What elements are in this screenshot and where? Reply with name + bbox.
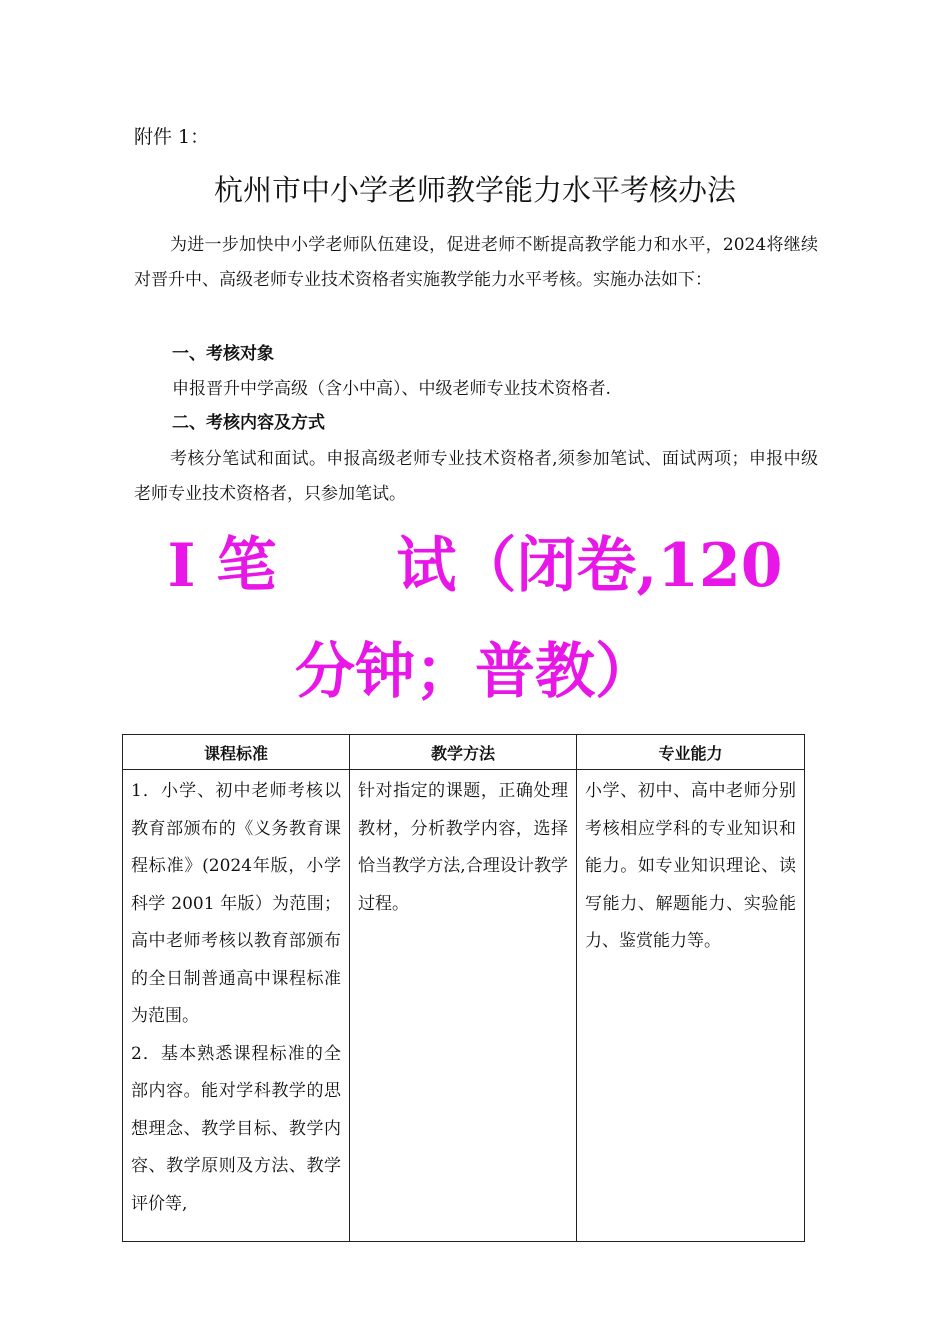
- table-header-method: 教学方法: [350, 735, 577, 770]
- curriculum-item-2: 2．基本熟悉课程标准的全部内容。能对学科教学的思想理念、教学目标、教学内容、教学原则及方法、教学评价等,: [131, 1043, 341, 1214]
- table-header-ability: 专业能力: [577, 735, 805, 770]
- section2-heading: 二、考核内容及方式: [172, 413, 325, 433]
- table-cell-method: 针对指定的课题，正确处理教材，分析教学内容，选择恰当教学方法,合理设计教学过程。: [350, 770, 577, 1242]
- page-title: 杭州市中小学老师教学能力水平考核办法: [213, 173, 736, 207]
- attachment-label: 附件 1：: [134, 126, 210, 148]
- written-exam-heading-line1: I 笔 试（闭卷,120: [167, 531, 783, 601]
- table-header-row: [123, 735, 805, 770]
- table-row: [123, 770, 805, 1242]
- table-header-curriculum: 课程标准: [123, 735, 350, 770]
- section2-text: 考核分笔试和面试。申报高级老师专业技术资格者,须参加笔试、面试两项；申报中级老师专业技术资格者，只参加笔试。: [134, 449, 818, 504]
- table-cell-curriculum: [123, 770, 350, 1242]
- table-cell-ability: 小学、初中、高中老师分别考核相应学科的专业知识和能力。如专业知识理论、读写能力、解题能力、实验能力、鉴赏能力等。: [577, 770, 805, 1242]
- section1-heading: 一、考核对象: [172, 344, 274, 364]
- intro-paragraph: 为进一步加快中小学老师队伍建设，促进老师不断提高教学能力和水平，2024将继续对晋升中、高级老师专业技术资格者实施教学能力水平考核。实施办法如下：: [134, 235, 818, 290]
- curriculum-item-1: 1．小学、初中老师考核以教育部颁布的《义务教育课程标准》(2024年版，小学科学 2001 年版）为范围；高中老师考核以教育部颁布的全日制普通高中课程标准为范围。: [131, 781, 341, 1026]
- section1-text: 申报晋升中学高级（含小中高）、中级老师专业技术资格者.: [172, 379, 611, 399]
- written-exam-heading-line2: 分钟；普教）: [295, 637, 655, 707]
- exam-content-table: [122, 734, 805, 1242]
